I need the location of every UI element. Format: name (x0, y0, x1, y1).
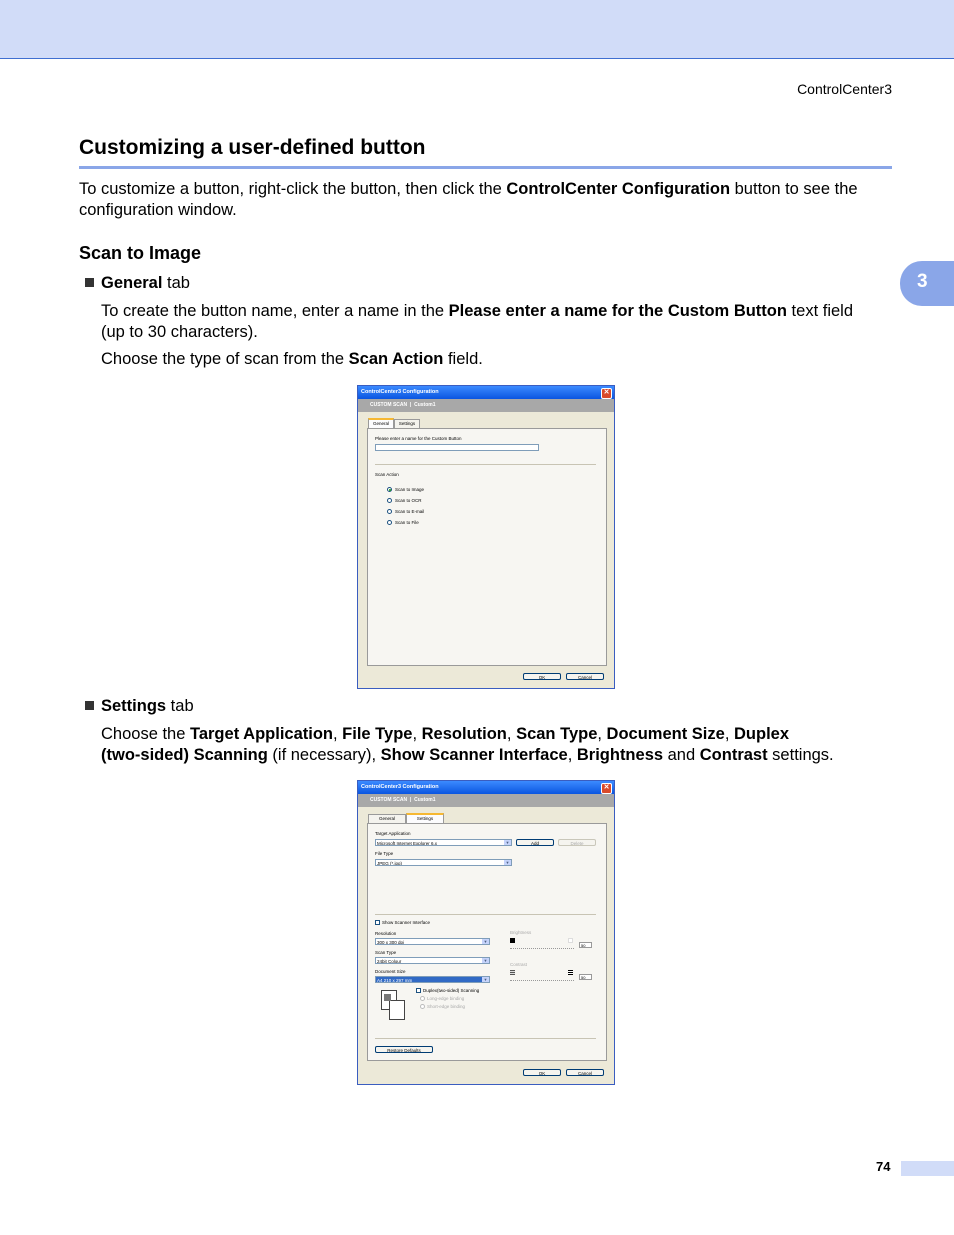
st-s3: , (506, 725, 517, 743)
cancel-button[interactable]: Cancel (566, 1069, 604, 1076)
settings-rest: tab (166, 697, 194, 715)
st-b6: Duplex (734, 725, 790, 743)
ok-button[interactable]: OK (523, 1069, 561, 1076)
doc-size-label: Document Size (375, 969, 406, 974)
select-value: 24bit Colour (377, 959, 402, 964)
chapter-number: 3 (917, 271, 928, 292)
gt2-bold: Scan Action (348, 350, 444, 368)
divider (375, 1038, 596, 1039)
restore-defaults-button[interactable]: Restore Defaults (375, 1046, 433, 1053)
dialog-titlebar (358, 781, 614, 794)
header-right: Custom1 (414, 797, 436, 803)
settings-bold: Settings (101, 697, 167, 715)
dialog-header: CUSTOM SCAN | Custom1 (358, 399, 614, 412)
select-value: A4 210 x 297 mm (377, 978, 413, 983)
intro-text: To customize a button, right-click the button, then click the (79, 180, 507, 198)
settings-tab-bullet (101, 696, 194, 717)
general-bold: General (101, 274, 163, 292)
tab-settings[interactable]: Settings (406, 813, 444, 824)
contrast-value[interactable]: 50 (579, 974, 592, 980)
st-s10: settings. (767, 745, 834, 764)
delete-button[interactable]: Delete (558, 839, 596, 846)
brightness-slider[interactable] (510, 948, 574, 952)
contrast-slider[interactable] (510, 980, 574, 984)
brightness-light-icon (568, 938, 573, 943)
intro-paragraph (79, 179, 899, 220)
chevron-down-icon: ▼ (483, 977, 488, 982)
target-app-label: Target Application (375, 831, 411, 836)
tab-settings[interactable]: Settings (394, 419, 420, 428)
gt1-pre: To create the button name, enter a name in the (101, 302, 449, 320)
chevron-down-icon: ▼ (505, 840, 510, 845)
dialog-title: ControlCenter3 Configuration (361, 389, 439, 395)
duplex-checkbox[interactable] (416, 988, 421, 993)
select-value: JPEG (*.jpg) (377, 861, 403, 866)
file-type-select[interactable] (375, 859, 512, 866)
show-scanner-checkbox[interactable] (375, 920, 380, 925)
brightness-value[interactable]: 50 (579, 942, 592, 948)
radio-scan-to-file[interactable] (387, 520, 392, 525)
name-label: Please enter a name for the Custom Button (375, 436, 462, 441)
dialog-settings-screenshot (357, 780, 615, 1085)
section-title: Customizing a user-defined button (79, 136, 426, 159)
select-value: Microsoft Internet Explorer 6.x (377, 841, 438, 846)
st-s7: (if necessary), (267, 745, 381, 764)
name-input[interactable] (375, 444, 539, 451)
duplex-document-icon (381, 990, 405, 1020)
select-value: 300 x 300 dpi (377, 940, 405, 945)
close-icon[interactable]: ✕ (601, 388, 612, 399)
st-b5: Document Size (606, 725, 725, 743)
option-label: Scan to E-mail (395, 509, 425, 514)
tab-general[interactable]: General (368, 418, 394, 429)
bullet-square (85, 278, 94, 287)
dialog-titlebar (358, 386, 614, 399)
st-s1: , (333, 725, 343, 743)
intro-text-line2: configuration window. (79, 200, 237, 219)
st-b4: Scan Type (516, 725, 598, 743)
target-app-select[interactable] (375, 839, 512, 846)
chevron-down-icon: ▼ (483, 958, 488, 963)
st-t0: Choose the (101, 725, 190, 743)
option-label: Scan to Image (395, 487, 425, 492)
divider (375, 464, 596, 465)
intro-bold: ControlCenter Configuration (506, 180, 731, 198)
contrast-label: Contrast (510, 962, 528, 967)
general-text-2 (101, 349, 483, 370)
general-rest: tab (162, 274, 190, 292)
radio-short-edge[interactable] (420, 1004, 425, 1009)
add-button[interactable]: Add (516, 839, 554, 846)
resolution-label: Resolution (375, 931, 397, 936)
st-b8: Show Scanner Interface (380, 745, 568, 764)
st-b2: File Type (342, 725, 413, 743)
tab-general[interactable]: General (368, 814, 406, 823)
scan-action-label: Scan Action (375, 472, 399, 477)
contrast-high-icon (568, 970, 573, 975)
cancel-button[interactable]: Cancel (566, 673, 604, 680)
header-left: CUSTOM SCAN (370, 797, 408, 803)
short-edge-label: Short-edge binding (427, 1004, 466, 1009)
subsection-title: Scan to Image (79, 243, 202, 263)
dialog-title: ControlCenter3 Configuration (361, 784, 439, 790)
page-number-bar (901, 1161, 954, 1176)
general-panel (367, 428, 607, 666)
st-s9: and (663, 745, 700, 764)
st-s8: , (567, 745, 577, 764)
general-tab-bullet (101, 273, 190, 294)
running-header: ControlCenter3 (797, 81, 892, 97)
show-scanner-label: Show Scanner Interface (382, 920, 431, 925)
st-b3: Resolution (421, 725, 507, 743)
section-title-rule (79, 166, 892, 169)
settings-panel (367, 823, 607, 1061)
close-icon[interactable]: ✕ (601, 783, 612, 794)
st-b9: Brightness (576, 745, 664, 764)
general-text-1 (101, 301, 901, 342)
ok-button[interactable]: OK (523, 673, 561, 680)
bullet-square (85, 701, 94, 710)
st-b7: (two-sided) Scanning (101, 745, 268, 764)
settings-text (101, 724, 901, 765)
duplex-label: Duplex(two-sided) Scanning (423, 988, 480, 993)
option-label: Scan to OCR (395, 498, 422, 503)
header-left: CUSTOM SCAN (370, 402, 408, 408)
gt2-pre: Choose the type of scan from the (101, 350, 349, 368)
chevron-down-icon: ▼ (483, 939, 488, 944)
doc-size-select[interactable] (375, 976, 490, 983)
st-b1: Target Application (189, 725, 333, 743)
option-label: Scan to File (395, 520, 419, 525)
dialog-general-screenshot (357, 385, 615, 689)
st-s5: , (724, 725, 734, 743)
divider (375, 914, 596, 915)
long-edge-label: Long-edge binding (427, 996, 465, 1001)
file-type-label: File Type (375, 851, 394, 856)
page-number: 74 (876, 1159, 891, 1174)
st-s2: , (412, 725, 422, 743)
radio-scan-to-ocr[interactable] (387, 498, 392, 503)
scan-type-select[interactable] (375, 957, 490, 964)
contrast-low-icon (510, 970, 515, 975)
scan-type-label: Scan Type (375, 950, 397, 955)
chapter-tab (900, 261, 954, 306)
gt1-post: text field (786, 302, 854, 320)
gt1-bold: Please enter a name for the Custom Button (448, 302, 787, 320)
dialog-header: CUSTOM SCAN | Custom1 (358, 794, 614, 807)
radio-long-edge[interactable] (420, 996, 425, 1001)
intro-text-end: button to see the (730, 180, 858, 198)
header-right: Custom1 (414, 402, 436, 408)
st-b10: Contrast (699, 745, 768, 764)
brightness-label: Brightness (510, 930, 532, 935)
radio-scan-to-email[interactable] (387, 509, 392, 514)
gt1-line2: (up to 30 characters). (101, 322, 258, 341)
gt2-post: field. (443, 350, 483, 368)
st-s4: , (597, 725, 607, 743)
radio-scan-to-image[interactable] (387, 487, 392, 492)
brightness-dark-icon (510, 938, 515, 943)
chevron-down-icon: ▼ (505, 860, 510, 865)
top-header-band (0, 0, 954, 59)
resolution-select[interactable] (375, 938, 490, 945)
